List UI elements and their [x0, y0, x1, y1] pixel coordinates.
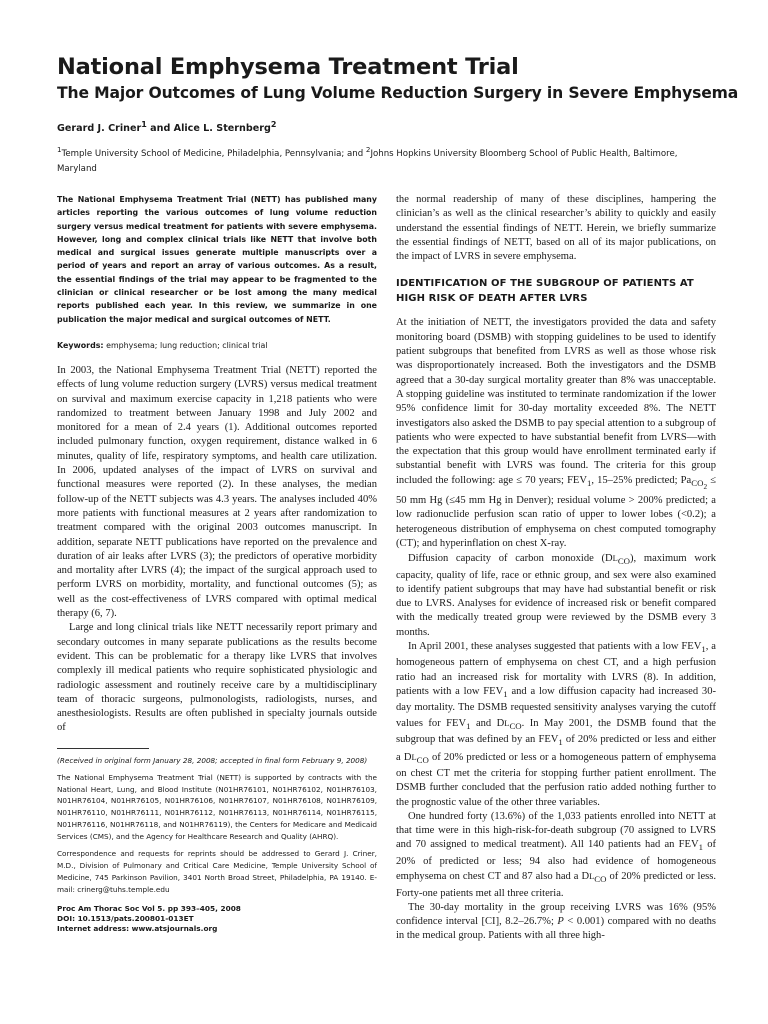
- section-heading: IDENTIFICATION OF THE SUBGROUP OF PATIENTS AT HIGH RISK OF DEATH AFTER LVRS: [396, 278, 694, 305]
- footnote-received: (Received in original form January 28, 2008; accepted in final form February 9, 2008): [57, 755, 368, 765]
- body-paragraph: One hundred forty (13.6%) of the 1,033 patients enrolled into NETT at that time were in this high-risk-for-death subgroup (70 assigned to LVRS and 70 assigned to medical treatment). All 140 patients had an $FEV_1$ of 20% of predicted or less; 94 also had evidence of homogeneous emphysema on chest CT and 87 also had a $DL_{CO}$ of 20% predicted or less. Forty-one patients met all three criteria.: [396, 810, 717, 899]
- keywords-terms: emphysema; lung reduction; clinical trial: [106, 340, 268, 350]
- right-column: [396, 193, 716, 944]
- body-paragraph: At the initiation of NETT, the investigators provided the data and safety monitoring board (DSMB) with stopping guidelines to be used to identify patient subgroups that benefited from LVRS as well as those whose risk was disproportionately increased. Both the investigators and the DSMB agreed that a 30-day surgical mortality greater than 8% was unacceptable. A stopping guideline was instituted to terminate randomization if the lower 95% confidence limit for 30-day mortality exceeded 8%. The NETT investigators also asked the DSMB to pay special attention to a subgroup of patients who were expected to have substantial benefit from LVRS—with the expectation that this group would have enrollment terminated early if substantial benefit with LVRS was found. The criteria for this group included the following: age ≤ 70 years; $FEV_1$, 15–25% predicted; $Pa_{CO_2} \le 50$ mm Hg (≤45 mm Hg in Denver); residual volume > 200% predicted; a low radionuclide perfusion scan ratio of upper to lower lobes (<0.2); a heterogeneous distribution of emphysema on chest computed tomography (CT); and hyperinflation on chest X-ray.: [396, 317, 716, 549]
- journal-citation: [57, 904, 377, 935]
- citation-journal: Proc Am Thorac Soc Vol 5. pp 393–405, 2008: [57, 903, 241, 913]
- body-paragraph: the normal readership of many of these disciplines, hampering the clinician’s as well as the clinical researcher’s ability to quickly and easily understand the essential findings of NETT. Herein, we briefly summarize the essential findings of NETT, based on all of its major publications, on the impact of LVRS in severe emphysema.: [396, 194, 716, 263]
- footnote-funding: The National Emphysema Treatment Trial (NETT) is supported by contracts with the National Heart, Lung, and Blood Institute (N01HR76101, N01HR76102, N01HR76103, N01HR76104, N01HR76105, N01HR76106, N01HR76107, N01HR76108, N01HR76109, N01HR76110, N01HR76111, N01HR76112, N01HR76113, N01HR76114, N01HR76115, N01HR76116, N01HR76118, and N01HR76119), the Centers for Medicare and Medicaid Services (CMS), and the Agency for Healthcare Research and Quality (AHRQ).: [57, 772, 377, 842]
- article-title: National Emphysema Treatment Trial: [57, 54, 519, 80]
- footnote-correspondence: Correspondence and requests for reprints should be addressed to Gerard J. Criner, M.D., Division of Pulmonary and Critical Care Medicine, Temple University School of Medicine, 745 Parkinson Pavilion, 3401 North Broad Street, Philadelphia, PA 19140. E-mail: crinerg@tuhs.temple.edu: [57, 849, 377, 894]
- author-affiliations: $^1$Temple University School of Medicine, Philadelphia, Pennsylvania; and $^2$Johns Hopkins University Bloomberg School of Public Health, Baltimore, Maryland: [57, 145, 678, 174]
- author-list: Gerard J. Criner$^1$ and Alice L. Sternberg$^2$: [57, 120, 277, 135]
- left-column: [57, 193, 377, 934]
- abstract: The National Emphysema Treatment Trial (NETT) has published many articles reporting the various outcomes of lung volume reduction surgery versus medical treatment for patients with severe emphysema. However, long and complex clinical trials like NETT that involve both medical and surgical issues generate multiple manuscripts over a period of years and report an array of various outcomes. As a result, the essential findings of the trial may appear to be fragmented to the clinician or clinical researcher or be lost among the many medical reports published each year. In this review, we summarize in one publication the major medical and surgical outcomes of NETT.: [57, 195, 377, 324]
- body-paragraph: Large and long clinical trials like NETT necessarily report primary and secondary outcomes in many separate publications as the results become evident. This can be problematic for a therapy like LVRS that involves complexly ill medical patients who require sophisticated physiologic and radiologic assessment and routinely receive care by a multidisciplinary team of thoracic surgeons, pulmonologists, radiologists, nurses, and anesthesiologists. Results are often published in specialty journals outside of: [57, 622, 377, 734]
- body-paragraph: In April 2001, these analyses suggested that patients with a low $FEV_1$, a homogeneous pattern of emphysema on chest CT, and a high perfusion ratio had an increased risk for mortality with LVRS (8). In addition, patients with a low $FEV_1$ and a low diffusion capacity had increased 30-day mortality. The DSMB requested sensitivity analyses varying the cutoff values for $FEV_1$ and $DL_{CO}$. In May 2001, the DSMB found that the subgroup that was defined by an $FEV_1$ of 20% predicted or less and either a $DL_{CO}$ of 20% predicted or less or a homogeneous pattern of emphysema on chest CT met the criteria for stopping further patient enrollment. The DSMB further concluded that the perfusion ratio added nothing further to the prognostic value of the other three variables.: [396, 640, 717, 808]
- citation-doi: DOI: 10.1513/pats.200801-013ET: [57, 913, 194, 923]
- left-body: [57, 364, 377, 736]
- keywords-label: Keywords:: [57, 340, 104, 350]
- citation-url: Internet address: www.atsjournals.org: [57, 924, 218, 934]
- article-subtitle: The Major Outcomes of Lung Volume Reduction Surgery in Severe Emphysema: [57, 84, 739, 102]
- body-paragraph: In 2003, the National Emphysema Treatment Trial (NETT) reported the effects of lung volume reduction surgery (LVRS) versus medical treatment on survival and maximum exercise capacity in 1,218 patients who were randomized to treatment between January 1998 and July 2002 and monitored for a mean of 2.4 years (1). Additional outcomes reported included pulmonary function, oxygen requirement, distance walked in 6 minutes, quality of life, respiratory symptoms, and health care utilization. In 2006, updated analyses of the impact of LVRS on survival and functional measures were reported (2). In these analyses, the median follow-up of the NETT subjects was 4.3 years. The analyses included 40% more patients with functional measures at 2 years after randomization to treatment compared with the original 2003 outcomes manuscript. In addition, separate NETT publications have reported on the prevalence and duration of air leaks after LVRS (3); the predictors of operative morbidity and mortality after LVRS (4); the impact of the surgical approach used to perform LVRS on morbidity, mortality, and functional outcomes (5); as well as the cost-effectiveness of LVRS compared with optimal medical therapy (6, 7).: [57, 364, 377, 620]
- footnote-divider: [57, 748, 149, 749]
- keywords: [57, 340, 377, 352]
- body-paragraph: The 30-day mortality in the group receiving LVRS was 16% (95% confidence interval [CI], 8.2–26.7%; P < 0.001) compared with no deaths in the medical group. Patients with all three high-: [396, 901, 716, 942]
- body-paragraph: Diffusion capacity of carbon monoxide $(DL_{CO})$, maximum work capacity, quality of life, race or ethnic group, and sex were also examined to identify patient subgroups that may have had substantial benefit or risk due to LVRS. Analyses for evidence of increased risk or benefit compared with the medically treated group were reviewed by the DSMB every 3 months.: [396, 553, 717, 638]
